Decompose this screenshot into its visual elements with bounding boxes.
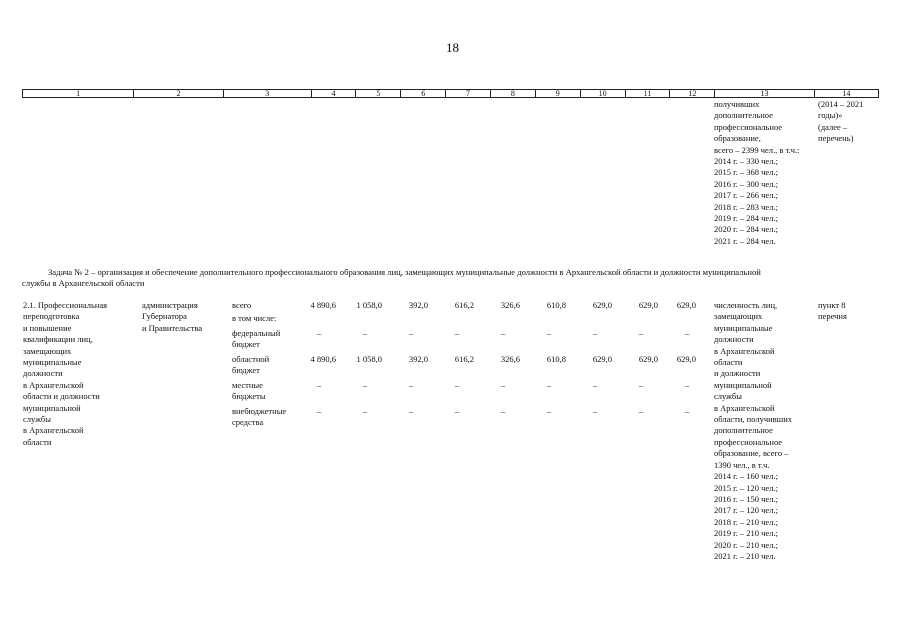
- page-number: 18: [446, 40, 459, 55]
- value-extrabudget-col11: –: [638, 406, 644, 416]
- value-extrabudget-col5: –: [362, 406, 368, 416]
- value-regional-col10: 629,0: [592, 354, 612, 364]
- text-line: и должности: [714, 368, 761, 379]
- value-total-col12: 629,0: [676, 300, 696, 310]
- text-line: перечня: [818, 311, 847, 322]
- text-line: всего – 2399 чел., в т.ч.:: [714, 144, 800, 155]
- text-line: должности: [23, 368, 63, 379]
- text-line: образование,: [714, 133, 761, 144]
- text-line: 2018 г. – 210 чел.;: [714, 516, 778, 527]
- value-extrabudget-col6: –: [408, 406, 414, 416]
- text-line: 2020 г. – 284 чел.;: [714, 224, 778, 235]
- text-line: 2017 г. – 120 чел.;: [714, 505, 778, 516]
- text-line: 2019 г. – 210 чел.;: [714, 528, 778, 539]
- value-local-col12: –: [684, 380, 690, 390]
- value-local-col11: –: [638, 380, 644, 390]
- text-line: (2014 – 2021: [818, 99, 864, 109]
- source-extrabudget: [232, 406, 286, 429]
- source-federal: [232, 328, 280, 351]
- text-line: области: [23, 436, 52, 447]
- value-federal-col4: –: [316, 328, 322, 338]
- value-federal-col8: –: [500, 328, 506, 338]
- source-regional: [232, 354, 269, 377]
- header-col-11: 11: [626, 90, 671, 97]
- text-line: 2017 г. – 266 чел.;: [714, 190, 778, 201]
- value-total-col9: 610,8: [546, 300, 566, 310]
- header-col-7: 7: [446, 90, 491, 97]
- text-line: и Правительства: [142, 322, 203, 333]
- carry-col13-indicator: [714, 99, 800, 247]
- text-line: годы)»: [818, 110, 843, 121]
- value-federal-col5: –: [362, 328, 368, 338]
- value-regional-col4: 4 890,6: [310, 354, 336, 364]
- value-total-col8: 326,6: [500, 300, 520, 310]
- value-regional-col12: 629,0: [676, 354, 696, 364]
- text-line: 1390 чел., в т.ч.: [714, 459, 770, 470]
- header-col-13: 13: [715, 90, 814, 97]
- text-line: 2018 г. – 283 чел.;: [714, 201, 778, 212]
- text-line: 2019 г. – 284 чел.;: [714, 213, 778, 224]
- task-heading: [22, 267, 878, 289]
- text-line: получивших: [714, 99, 760, 109]
- header-col-10: 10: [581, 90, 626, 97]
- value-total-col4: 4 890,6: [310, 300, 336, 310]
- task-line-2: службы в Архангельской области: [22, 277, 145, 288]
- value-local-col7: –: [454, 380, 460, 390]
- text-line: 2021 г. – 284 чел.: [714, 235, 776, 246]
- value-regional-col6: 392,0: [408, 354, 428, 364]
- value-total-col11: 629,0: [638, 300, 658, 310]
- header-col-14: 14: [842, 89, 851, 98]
- text-line: 2021 г. – 210 чел.: [714, 550, 776, 561]
- value-federal-col10: –: [592, 328, 598, 338]
- text-line: 2014 г. – 330 чел.;: [714, 156, 778, 167]
- text-line: бюджет: [232, 339, 260, 350]
- text-line: области: [714, 357, 743, 368]
- value-federal-col9: –: [546, 328, 552, 338]
- text-line: в Архангельской: [23, 379, 84, 390]
- value-total-col10: 629,0: [592, 300, 612, 310]
- text-line: внебюджетные: [232, 406, 287, 416]
- text-line: муниципальной: [23, 402, 81, 413]
- value-total-col6: 392,0: [408, 300, 428, 310]
- text-line: областной: [232, 354, 270, 364]
- row-executor: [142, 300, 202, 334]
- task-line-1: Задача № 2 – организация и обеспечение дополнительного профессионального образования лиц, замещающих муниципальные должности в Архангельской области и должности муниципальной: [48, 267, 761, 277]
- header-col-8: 8: [491, 90, 536, 97]
- row-name: [23, 300, 107, 448]
- value-local-col5: –: [362, 380, 368, 390]
- source-local: [232, 380, 266, 403]
- text-line: в Архангельской: [714, 345, 775, 356]
- header-col-6: 6: [401, 90, 446, 97]
- text-line: квалификации лиц,: [23, 334, 93, 345]
- text-line: численность лиц,: [714, 300, 778, 310]
- text-line: 2014 г. – 160 чел.;: [714, 471, 778, 482]
- text-line: переподготовка: [23, 311, 80, 322]
- text-line: и повышение: [23, 322, 72, 333]
- text-line: пункт 8: [818, 300, 846, 310]
- value-extrabudget-col9: –: [546, 406, 552, 416]
- value-regional-col8: 326,6: [500, 354, 520, 364]
- text-line: области, получивших: [714, 414, 793, 425]
- text-line: службы: [714, 391, 742, 402]
- text-line: Губернатора: [142, 311, 187, 322]
- text-line: в Архангельской: [714, 402, 775, 413]
- value-federal-col12: –: [684, 328, 690, 338]
- value-federal-col11: –: [638, 328, 644, 338]
- header-col-5: 5: [356, 90, 401, 97]
- value-total-col7: 616,2: [454, 300, 474, 310]
- value-extrabudget-col10: –: [592, 406, 598, 416]
- table-header-row: [22, 89, 879, 98]
- text-line: перечень): [818, 133, 854, 144]
- text-line: всего: [232, 300, 252, 310]
- text-line: дополнительное: [714, 110, 773, 121]
- header-col-1: 1: [23, 90, 134, 97]
- value-regional-col5: 1 058,0: [356, 354, 382, 364]
- text-line: профессиональное: [714, 121, 783, 132]
- header-col-9: 9: [536, 90, 581, 97]
- text-line: в том числе:: [232, 313, 277, 323]
- value-extrabudget-col12: –: [684, 406, 690, 416]
- value-local-col10: –: [592, 380, 598, 390]
- text-line: муниципальные: [23, 357, 82, 368]
- value-extrabudget-col4: –: [316, 406, 322, 416]
- text-line: (далее –: [818, 121, 848, 132]
- text-line: местные: [232, 380, 263, 390]
- value-federal-col7: –: [454, 328, 460, 338]
- text-line: 2020 г. – 210 чел.;: [714, 539, 778, 550]
- text-line: должности: [714, 334, 754, 345]
- text-line: в Архангельской: [23, 425, 84, 436]
- text-line: федеральный: [232, 328, 281, 338]
- value-regional-col9: 610,8: [546, 354, 566, 364]
- text-line: области и должности: [23, 391, 100, 402]
- text-line: бюджеты: [232, 391, 266, 402]
- source-total: [232, 300, 251, 311]
- text-line: замещающих: [23, 345, 72, 356]
- header-col-2: 2: [134, 90, 224, 97]
- text-line: дополнительное: [714, 425, 773, 436]
- header-col-4: 4: [312, 90, 357, 97]
- value-regional-col7: 616,2: [454, 354, 474, 364]
- text-line: образование, всего –: [714, 448, 789, 459]
- text-line: 2015 г. – 368 чел.;: [714, 167, 778, 178]
- text-line: замещающих: [714, 311, 763, 322]
- text-line: средства: [232, 417, 264, 428]
- text-line: службы: [23, 414, 51, 425]
- value-regional-col11: 629,0: [638, 354, 658, 364]
- row-indicator: [714, 300, 792, 562]
- value-local-col9: –: [546, 380, 552, 390]
- text-line: бюджет: [232, 365, 260, 376]
- text-line: 2015 г. – 120 чел.;: [714, 482, 778, 493]
- carry-col14-reference: [818, 99, 863, 145]
- header-col-3: 3: [224, 90, 312, 97]
- value-federal-col6: –: [408, 328, 414, 338]
- value-local-col8: –: [500, 380, 506, 390]
- text-line: профессиональное: [714, 436, 783, 447]
- row-reference: [818, 300, 847, 323]
- text-line: 2016 г. – 300 чел.;: [714, 178, 778, 189]
- value-total-col5: 1 058,0: [356, 300, 382, 310]
- value-extrabudget-col8: –: [500, 406, 506, 416]
- value-extrabudget-col7: –: [454, 406, 460, 416]
- source-including: [232, 313, 276, 324]
- value-local-col6: –: [408, 380, 414, 390]
- text-line: 2016 г. – 150 чел.;: [714, 493, 778, 504]
- text-line: администрация: [142, 300, 198, 310]
- text-line: муниципальной: [714, 379, 772, 390]
- text-line: муниципальные: [714, 322, 773, 333]
- header-col-12: 12: [670, 90, 715, 97]
- value-local-col4: –: [316, 380, 322, 390]
- text-line: 2.1. Профессиональная: [23, 300, 108, 310]
